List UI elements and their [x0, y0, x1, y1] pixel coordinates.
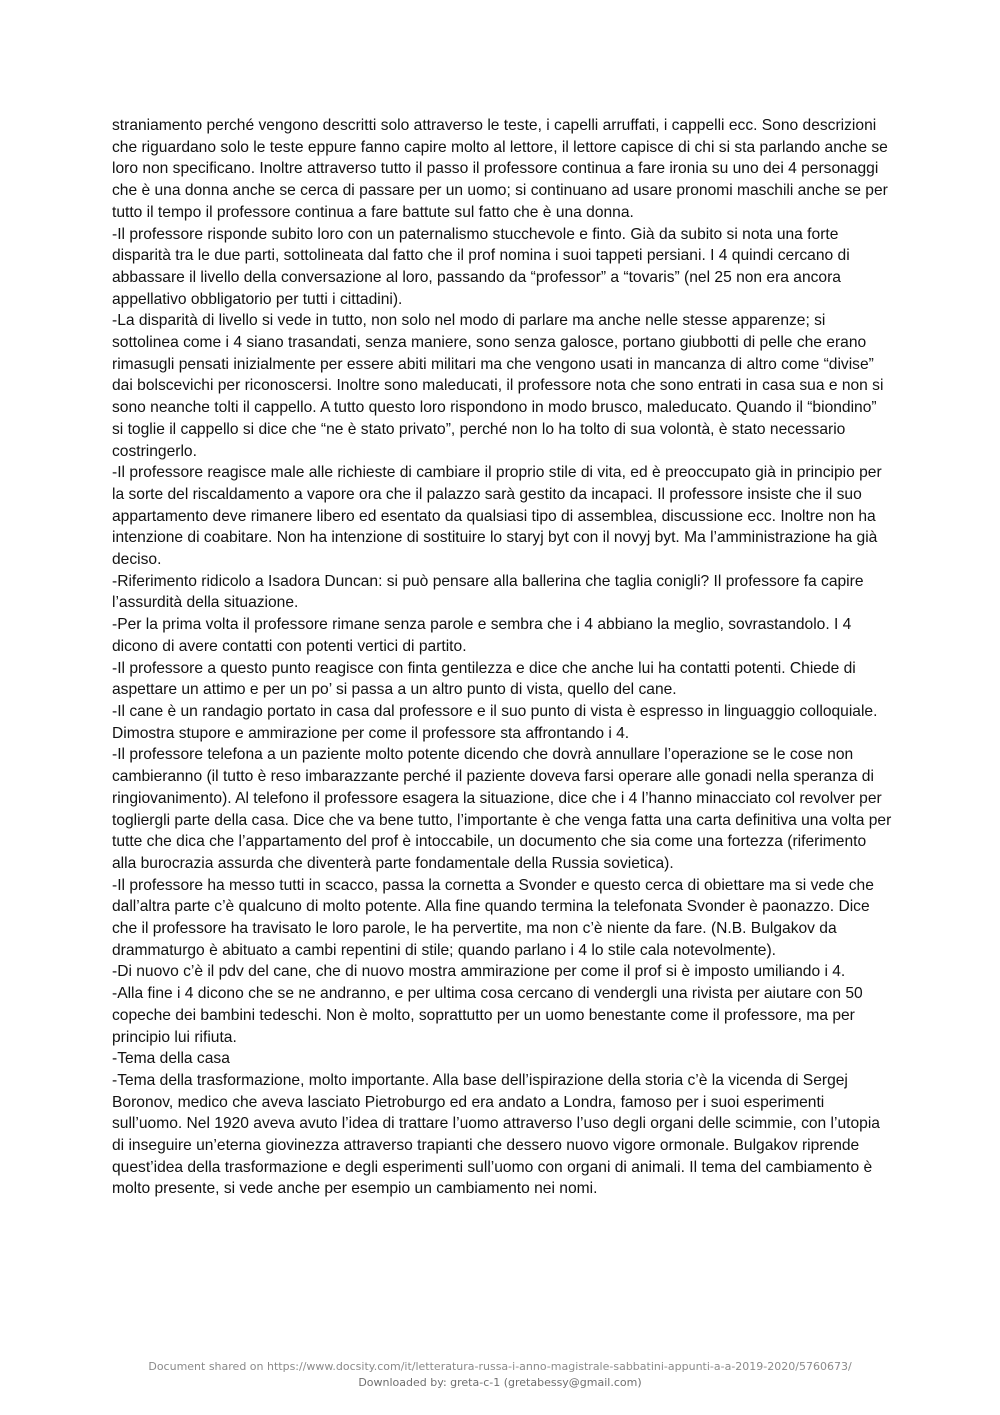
paragraph: straniamento perché vengono descritti solo attraverso le teste, i capelli arruffati, i cappelli ecc. Sono descrizioni che riguardano solo le teste eppure fanno capire molto al lettore, il lettore capisce di chi si sta parlando anche se loro non specificano. Inoltre attraverso tutto il passo il professore continua a fare ironia su uno dei 4 personaggi che è una donna anche se cerca di passare per un uomo; si continuano ad usare pronomi maschili anche se per tutto il tempo il professore continua a fare battute sul fatto che è una donna. — [112, 117, 888, 221]
paragraph: -Il professore telefona a un paziente molto potente dicendo che dovrà annullare l’operazione se le cose non cambieranno (il tutto è reso imbarazzante perché il paziente doveva farsi operare alle gonadi nella speranza di ringiovanimento). Al telefono il professore esagera la situazione, dice che i 4 l’hanno minacciato col revolver per togliergli parte della casa. Dice che va bene tutto, l’importante è che venga fatta una carta definitiva una volta per tutte che dica che l’appartamento del prof è intoccabile, un documento che sia come una fortezza (riferimento alla burocrazia assurda che diventerà parte fondamentale della Russia sovietica). — [112, 746, 892, 872]
footer-shared-link[interactable]: Document shared on https://www.docsity.com/it/letteratura-russa-i-anno-magistrale-sabbatini-appunti-a-a-2019-2020/5760673/ — [148, 1360, 852, 1373]
paragraph: -Tema della trasformazione, molto importante. Alla base dell’ispirazione della storia c’è la vicenda di Sergej Boronov, medico che aveva lasciato Pietroburgo ed era andato a Londra, famoso per i suoi esperimenti sull’uomo. Nel 1920 aveva avuto l’idea di trattare l’uomo attraverso l’uso degli organi delle scimmie, con l’utopia di inseguire un’eterna giovinezza attraverso trapianti che dessero nuovo vigore ormonale. Bulgakov riprende quest’idea della trasformazione e degli esperimenti sull’uomo con organi di animali. Il tema del cambiamento è molto presente, si vede anche per esempio un cambiamento nei nomi. — [112, 1071, 880, 1198]
footer-downloaded-by: Downloaded by: greta-c-1 (gretabessy@gmail.com) — [358, 1376, 642, 1389]
paragraph: -Riferimento ridicolo a Isadora Duncan: si può pensare alla ballerina che taglia conigli? Il professore fa capire l’assurdità della situazione. — [112, 572, 864, 612]
paragraph: -Di nuovo c’è il pdv del cane, che di nuovo mostra ammirazione per come il prof si è imposto umiliando i 4. — [112, 963, 846, 981]
paragraph: -La disparità di livello si vede in tutto, non solo nel modo di parlare ma anche nelle stesse apparenze; si sottolinea come i 4 siano trasandati, senza maniere, sono senza galosce, portano giubbotti di pelle che erano rimasugli pensati inizialmente per essere abiti militari ma che vengono usati in mancanza di altro come “divise” dai bolscevichi per riconoscersi. Inoltre sono maleducati, il professore nota che sono entrati in casa sua e non si sono neanche tolti il cappello. A tutto questo loro rispondono in modo brusco, maleducato. Quando il “biondino” si toglie il cappello si dice che “ne è stato privato”, perché non lo ha tolto di sua volontà, è stato necessario costringerlo. — [112, 312, 884, 460]
paragraph: -Il professore ha messo tutti in scacco, passa la cornetta a Svonder e questo cerca di obiettare ma si vede che dall’altra parte c’è qualcuno di molto potente. Alla fine quando termina la telefonata Svonder è paonazzo. Dice che il professore ha travisato le loro parole, le ha pervertite, ma non c’è niente da fare. (N.B. Bulgakov da drammaturgo è abituato a cambi repentini di stile; quando parlano i 4 lo stile cala notevolmente). — [112, 876, 874, 959]
paragraph: -Tema della casa — [112, 1050, 230, 1068]
paragraph: -Il cane è un randagio portato in casa dal professore e il suo punto di vista è espresso in linguaggio colloquiale. Dimostra stupore e ammirazione per come il professore sta affrontando i 4. — [112, 702, 878, 742]
paragraph: -Il professore a questo punto reagisce con finta gentilezza e dice che anche lui ha contatti potenti. Chiede di aspettare un attimo e per un po’ si passa a un altro punto di vista, quello del cane. — [112, 659, 856, 699]
paragraph: -Il professore reagisce male alle richieste di cambiare il proprio stile di vita, ed è preoccupato già in principio per la sorte del riscaldamento a vapore ora che il palazzo sarà gestito da incapaci. Il professore insiste che il suo appartamento deve rimanere libero ed esentato da qualsiasi tipo di assemblea, discussione ecc. Inoltre non ha intenzione di coabitare. Non ha intenzione di sostituire lo staryj byt con il novyj byt. Ma l’amministrazione ha già deciso. — [112, 464, 882, 569]
paragraph: -Per la prima volta il professore rimane senza parole e sembra che i 4 abbiano la meglio, sovrastandolo. I 4 dicono di avere contatti con potenti vertici di partito. — [112, 616, 852, 655]
document-body — [112, 115, 892, 1200]
paragraph: -Alla fine i 4 dicono che se ne andranno, e per ultima cosa cercano di vendergli una rivista per aiutare con 50 copeche dei bambini tedeschi. Non è molto, soprattutto per un uomo benestante come il professore, ma per principio lui rifiuta. — [112, 985, 863, 1046]
paragraph: -Il professore risponde subito loro con un paternalismo stucchevole e finto. Già da subito si nota una forte disparità tra le due parti, sottolineata dal fatto che il prof nomina i suoi tappeti persiani. I 4 quindi cercano di abbassare il livello della conversazione al loro, passando da “professor” a “tovaris” (nel 25 non era ancora appellativo obbligatorio per tutti i cittadini). — [112, 225, 850, 308]
